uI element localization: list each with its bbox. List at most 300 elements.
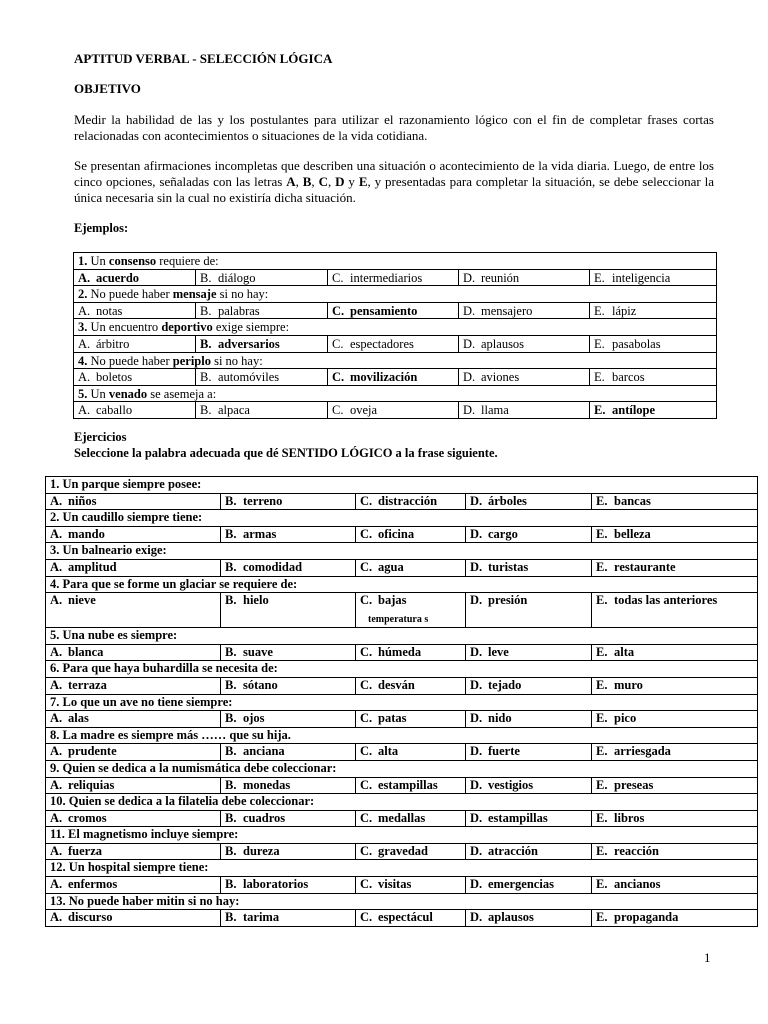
option-letter: E — [358, 174, 368, 189]
exercise-option — [46, 677, 221, 694]
option-text: ancianos — [614, 877, 661, 892]
option-letter: D. — [470, 711, 483, 726]
option-text: gravedad — [378, 843, 428, 858]
exercise-options-row — [46, 810, 758, 827]
option-letter: C — [318, 174, 328, 189]
option-letter: D. — [470, 910, 483, 925]
option-text: intermediarios — [350, 270, 423, 285]
exercise-option — [46, 493, 221, 510]
option-letter: D. — [470, 526, 483, 541]
exercise-instruction: Seleccione la palabra adecuada que dé SENTIDO LÓGICO a la frase siguiente. — [74, 446, 498, 460]
exercise-option — [592, 877, 758, 894]
example-option — [196, 402, 328, 419]
option-letter: C. — [360, 843, 373, 858]
option-letter: A. — [50, 744, 63, 759]
option-letter: A. — [50, 677, 63, 692]
option-letter: B. — [225, 744, 237, 759]
example-question-row — [74, 385, 717, 402]
example-option — [590, 302, 717, 319]
option-text: oveja — [350, 403, 378, 418]
option-letter: B. — [225, 810, 237, 825]
option-text: pensamiento — [350, 303, 418, 318]
exercise-option — [356, 644, 466, 661]
option-text: preseas — [614, 777, 654, 792]
exercise-option — [356, 843, 466, 860]
option-letter: B. — [200, 336, 212, 351]
exercise-question-row — [46, 510, 758, 527]
question-keyword: mensaje — [172, 287, 217, 302]
option-text: niños — [68, 493, 97, 508]
option-letter: A. — [50, 559, 63, 574]
option-letter: D. — [470, 877, 483, 892]
exercise-option — [466, 493, 592, 510]
exercise-option — [221, 910, 356, 927]
option-text: enfermos — [68, 877, 118, 892]
exercise-options-row — [46, 910, 758, 927]
exercise-option — [466, 644, 592, 661]
question-text: Un encuentro — [87, 320, 162, 335]
exercise-question-cell: 2. Un caudillo siempre tiene: — [46, 510, 758, 527]
exercise-question-row — [46, 760, 758, 777]
option-text: automóviles — [218, 370, 280, 385]
option-letter: C. — [360, 810, 373, 825]
example-option — [459, 269, 590, 286]
exercise-option — [466, 910, 592, 927]
exercise-option — [592, 711, 758, 728]
example-options-row — [74, 335, 717, 352]
example-question-cell — [74, 286, 717, 303]
exercise-question-cell: 1. Un parque siempre posee: — [46, 477, 758, 494]
option-letter: B. — [225, 644, 237, 659]
option-letter: D. — [470, 593, 483, 608]
option-text: reacción — [614, 843, 659, 858]
exercise-options-row — [46, 711, 758, 728]
exercise-option — [221, 810, 356, 827]
exercise-options-row — [46, 744, 758, 761]
example-option — [459, 369, 590, 386]
exercise-question-row — [46, 694, 758, 711]
exercise-option — [592, 677, 758, 694]
exercise-option — [592, 777, 758, 794]
option-text: belleza — [614, 526, 651, 541]
exercise-option — [46, 711, 221, 728]
question-number: 5. — [78, 386, 88, 401]
option-text: nido — [488, 711, 512, 726]
example-option — [196, 302, 328, 319]
option-letter: B. — [225, 910, 237, 925]
option-text: bajas — [378, 593, 407, 608]
option-letter: A. — [50, 843, 63, 858]
exercise-options-row — [46, 644, 758, 661]
example-question-cell — [74, 352, 717, 369]
option-text: lápiz — [612, 303, 637, 318]
option-text: llama — [481, 403, 509, 418]
exercises-table — [45, 476, 758, 927]
option-letter: B. — [200, 303, 212, 318]
exercise-option — [466, 843, 592, 860]
question-text: se asemeja a: — [147, 386, 217, 401]
example-option — [328, 302, 459, 319]
exercise-option — [46, 843, 221, 860]
example-question-row — [74, 286, 717, 303]
exercise-question-row — [46, 727, 758, 744]
option-text: discurso — [68, 910, 113, 925]
exercise-question-row — [46, 893, 758, 910]
page-title: APTITUD VERBAL - SELECCIÓN LÓGICA — [74, 51, 333, 66]
exercise-option — [592, 493, 758, 510]
example-question-row — [74, 319, 717, 336]
exercise-options-row — [46, 777, 758, 794]
option-letter: C. — [360, 777, 373, 792]
option-letter: C. — [332, 303, 345, 318]
option-text: árbitro — [96, 336, 130, 351]
question-text: si no hay: — [216, 287, 269, 302]
option-letter: E. — [596, 593, 608, 608]
exercise-question-row — [46, 860, 758, 877]
exercise-question-cell: 4. Para que se forme un glaciar se requiere de: — [46, 576, 758, 593]
option-letter: E. — [596, 677, 608, 692]
option-letter: C. — [360, 644, 373, 659]
exercise-option — [592, 744, 758, 761]
example-question-row — [74, 352, 717, 369]
option-letter: A. — [78, 370, 91, 385]
exercise-option — [46, 526, 221, 543]
exercise-option — [592, 810, 758, 827]
option-text: terraza — [68, 677, 107, 692]
option-text: prudente — [68, 744, 117, 759]
option-text: atracción — [488, 843, 538, 858]
exercise-option — [356, 493, 466, 510]
option-text: visitas — [378, 877, 412, 892]
example-option — [590, 369, 717, 386]
option-letter: E. — [596, 877, 608, 892]
question-number: 3. — [78, 320, 88, 335]
option-letter: A. — [78, 270, 91, 285]
option-letter: D. — [470, 493, 483, 508]
exercise-option — [466, 810, 592, 827]
option-letter: B. — [225, 777, 237, 792]
option-text: acuerdo — [96, 270, 140, 285]
option-letter: D. — [463, 270, 476, 285]
option-letter: A. — [78, 403, 91, 418]
option-text: suave — [243, 644, 273, 659]
exercise-question-cell: 9. Quien se dedica a la numismática debe coleccionar: — [46, 760, 758, 777]
option-text: mando — [68, 526, 105, 541]
exercise-options-row — [46, 843, 758, 860]
example-question-cell — [74, 319, 717, 336]
option-letter: C. — [360, 677, 373, 692]
instructions-text-end: , y presentadas para completar la situación, se debe seleccionar la única necesaria sin la cual no existiría dicha situación. — [74, 174, 715, 205]
option-text-continuation: temperatura s — [368, 613, 429, 625]
option-letter: D. — [470, 777, 483, 792]
exercise-option — [466, 777, 592, 794]
option-letter: E. — [596, 711, 608, 726]
question-keyword: deportivo — [161, 320, 213, 335]
exercise-option — [356, 711, 466, 728]
exercise-option — [356, 677, 466, 694]
option-text: húmeda — [378, 644, 422, 659]
examples-table — [73, 252, 717, 419]
exercise-option — [221, 711, 356, 728]
option-text: mensajero — [481, 303, 533, 318]
example-option — [590, 335, 717, 352]
exercise-option — [221, 843, 356, 860]
exercise-option — [356, 877, 466, 894]
option-text: diálogo — [218, 270, 256, 285]
option-letter: D. — [463, 370, 476, 385]
option-text: laboratorios — [243, 877, 309, 892]
example-option — [328, 269, 459, 286]
separator: , — [327, 174, 336, 189]
example-option — [196, 335, 328, 352]
exercise-option — [466, 559, 592, 576]
exercise-option — [466, 711, 592, 728]
option-letter: A. — [50, 877, 63, 892]
option-text: reunión — [481, 270, 520, 285]
option-text: reliquias — [68, 777, 115, 792]
exercise-question-row — [46, 543, 758, 560]
exercise-option — [221, 744, 356, 761]
option-letter: D. — [470, 810, 483, 825]
example-option — [328, 335, 459, 352]
option-letter: C. — [360, 744, 373, 759]
exercise-question-cell: 11. El magnetismo incluye siempre: — [46, 827, 758, 844]
option-text: comodidad — [243, 559, 303, 574]
option-text: pico — [614, 711, 637, 726]
example-question-row — [74, 253, 717, 270]
option-letter: E. — [596, 810, 608, 825]
exercise-question-row — [46, 576, 758, 593]
option-text: nieve — [68, 593, 96, 608]
option-text: armas — [243, 526, 277, 541]
exercise-option — [466, 526, 592, 543]
exercise-option — [221, 777, 356, 794]
option-letter: C. — [332, 336, 344, 351]
option-text: monedas — [243, 777, 291, 792]
option-letter: B. — [225, 711, 237, 726]
example-option — [590, 402, 717, 419]
option-letter: C. — [360, 711, 373, 726]
option-letter: C. — [332, 370, 345, 385]
option-letter: B. — [225, 493, 237, 508]
option-letter: D. — [470, 843, 483, 858]
exercise-option — [46, 910, 221, 927]
option-letter: E. — [594, 270, 605, 285]
option-letter: D. — [463, 336, 476, 351]
option-letter: C. — [360, 526, 373, 541]
option-letter: C. — [332, 270, 344, 285]
option-letter: A. — [50, 810, 63, 825]
ejemplos-label: Ejemplos: — [74, 221, 129, 235]
option-letter: D. — [470, 744, 483, 759]
option-letter: C. — [360, 910, 373, 925]
option-text: bancas — [614, 493, 651, 508]
exercise-question-cell: 13. No puede haber mitin si no hay: — [46, 893, 758, 910]
example-option — [74, 402, 196, 419]
option-text: palabras — [218, 303, 260, 318]
option-letter: A. — [50, 644, 63, 659]
exercise-question-row — [46, 827, 758, 844]
option-letter: D. — [470, 677, 483, 692]
option-letter: C. — [360, 493, 373, 508]
exercise-question-row — [46, 794, 758, 811]
option-text: restaurante — [614, 559, 676, 574]
exercise-option — [356, 593, 466, 628]
option-text: sótano — [243, 677, 278, 692]
option-text: propaganda — [614, 910, 679, 925]
exercise-option — [592, 593, 758, 628]
option-text: alta — [378, 744, 399, 759]
exercise-question-cell: 3. Un balneario exige: — [46, 543, 758, 560]
option-text: espectadores — [350, 336, 414, 351]
option-text: árboles — [488, 493, 527, 508]
exercise-option — [356, 777, 466, 794]
exercise-options-row — [46, 677, 758, 694]
option-text: cuadros — [243, 810, 286, 825]
option-text: patas — [378, 711, 407, 726]
option-letter: D — [335, 174, 345, 189]
option-text: boletos — [96, 370, 133, 385]
option-text: todas las anteriores — [614, 593, 718, 608]
option-text: aplausos — [481, 336, 525, 351]
option-text: turistas — [488, 559, 529, 574]
exercise-option — [466, 677, 592, 694]
option-letter: A. — [78, 303, 91, 318]
option-letter: A. — [78, 336, 91, 351]
option-text: cromos — [68, 810, 107, 825]
exercise-option — [221, 877, 356, 894]
page-number: 1 — [704, 950, 711, 965]
exercise-question-cell: 5. Una nube es siempre: — [46, 628, 758, 645]
example-question-cell — [74, 253, 717, 270]
ejercicios-label: Ejercicios — [74, 430, 127, 444]
example-option — [590, 269, 717, 286]
option-letter: E. — [596, 843, 608, 858]
exercise-option — [356, 559, 466, 576]
option-text: alta — [614, 644, 635, 659]
example-option — [328, 369, 459, 386]
exercise-option — [221, 644, 356, 661]
option-text: libros — [614, 810, 645, 825]
option-letter: D. — [470, 559, 483, 574]
exercise-question-row — [46, 661, 758, 678]
question-text: exige siempre: — [212, 320, 290, 335]
option-letter: A — [286, 174, 296, 189]
example-option — [459, 402, 590, 419]
question-keyword: consenso — [108, 254, 157, 268]
question-number: 1. — [78, 254, 88, 268]
option-text: espectácul — [378, 910, 433, 925]
exercise-option — [356, 744, 466, 761]
option-text: ojos — [243, 711, 265, 726]
example-question-cell — [74, 385, 717, 402]
question-text: No puede haber — [87, 353, 173, 368]
exercise-option — [46, 559, 221, 576]
exercise-option — [356, 810, 466, 827]
question-number: 4. — [78, 353, 88, 368]
option-text: barcos — [612, 370, 645, 385]
exercise-question-row — [46, 628, 758, 645]
option-letter: B. — [225, 593, 237, 608]
option-letter: E. — [596, 644, 608, 659]
exercise-option — [466, 877, 592, 894]
example-option — [74, 269, 196, 286]
option-letter: B. — [225, 843, 237, 858]
example-options-row — [74, 369, 717, 386]
option-letter: A. — [50, 711, 63, 726]
option-text: adversarios — [218, 336, 280, 351]
option-text: amplitud — [68, 559, 117, 574]
option-letter: A. — [50, 777, 63, 792]
exercise-options-row — [46, 877, 758, 894]
question-text: No puede haber — [87, 287, 173, 302]
option-text: arriesgada — [614, 744, 671, 759]
option-letter: B. — [225, 877, 237, 892]
question-text: Un — [87, 386, 109, 401]
exercise-option — [46, 644, 221, 661]
option-letter: B. — [225, 526, 237, 541]
example-option — [196, 369, 328, 386]
option-letter: E. — [596, 559, 608, 574]
example-options-row — [74, 402, 717, 419]
option-text: aviones — [481, 370, 520, 385]
question-text: requiere de: — [156, 254, 219, 268]
option-letter: E. — [594, 370, 605, 385]
exercise-question-cell: 10. Quien se dedica a la filatelia debe coleccionar: — [46, 794, 758, 811]
option-letter: A. — [50, 593, 63, 608]
option-letter: B. — [225, 677, 237, 692]
exercise-option — [592, 559, 758, 576]
option-letter: B. — [225, 559, 237, 574]
option-text: medallas — [378, 810, 426, 825]
question-text: si no hay: — [210, 353, 263, 368]
option-letter: C. — [360, 559, 373, 574]
exercise-option — [221, 493, 356, 510]
option-letter: A. — [50, 493, 63, 508]
exercise-option — [221, 526, 356, 543]
exercise-option — [46, 810, 221, 827]
option-text: hielo — [243, 593, 269, 608]
option-text: alas — [68, 711, 89, 726]
option-text: pasabolas — [612, 336, 661, 351]
option-letter: E. — [594, 303, 605, 318]
option-text: estampillas — [378, 777, 438, 792]
option-letter: E. — [594, 336, 605, 351]
exercise-option — [46, 593, 221, 628]
option-letter: E. — [596, 910, 608, 925]
exercise-option — [46, 744, 221, 761]
exercise-question-cell: 12. Un hospital siempre tiene: — [46, 860, 758, 877]
option-text: muro — [614, 677, 643, 692]
separator: , — [295, 174, 303, 189]
option-text: distracción — [378, 493, 438, 508]
option-text: tarima — [243, 910, 280, 925]
option-letter: E. — [594, 403, 606, 418]
exercise-question-cell: 6. Para que haya buhardilla se necesita de: — [46, 661, 758, 678]
example-option — [74, 302, 196, 319]
option-letter: D. — [463, 403, 476, 418]
option-letter: C. — [360, 593, 373, 608]
exercise-options-row — [46, 559, 758, 576]
separator: , — [311, 174, 319, 189]
objetivo-paragraph: Medir la habilidad de las y los postulantes para utilizar el razonamiento lógico con el fin de completar frases cortas relacionadas con acontecimientos o situaciones de la vida cotidiana. — [74, 112, 714, 143]
option-text: anciana — [243, 744, 285, 759]
question-text: Un — [87, 254, 109, 268]
example-option — [74, 335, 196, 352]
exercise-options-row — [46, 493, 758, 510]
option-letter: B — [302, 174, 312, 189]
option-text: inteligencia — [612, 270, 671, 285]
